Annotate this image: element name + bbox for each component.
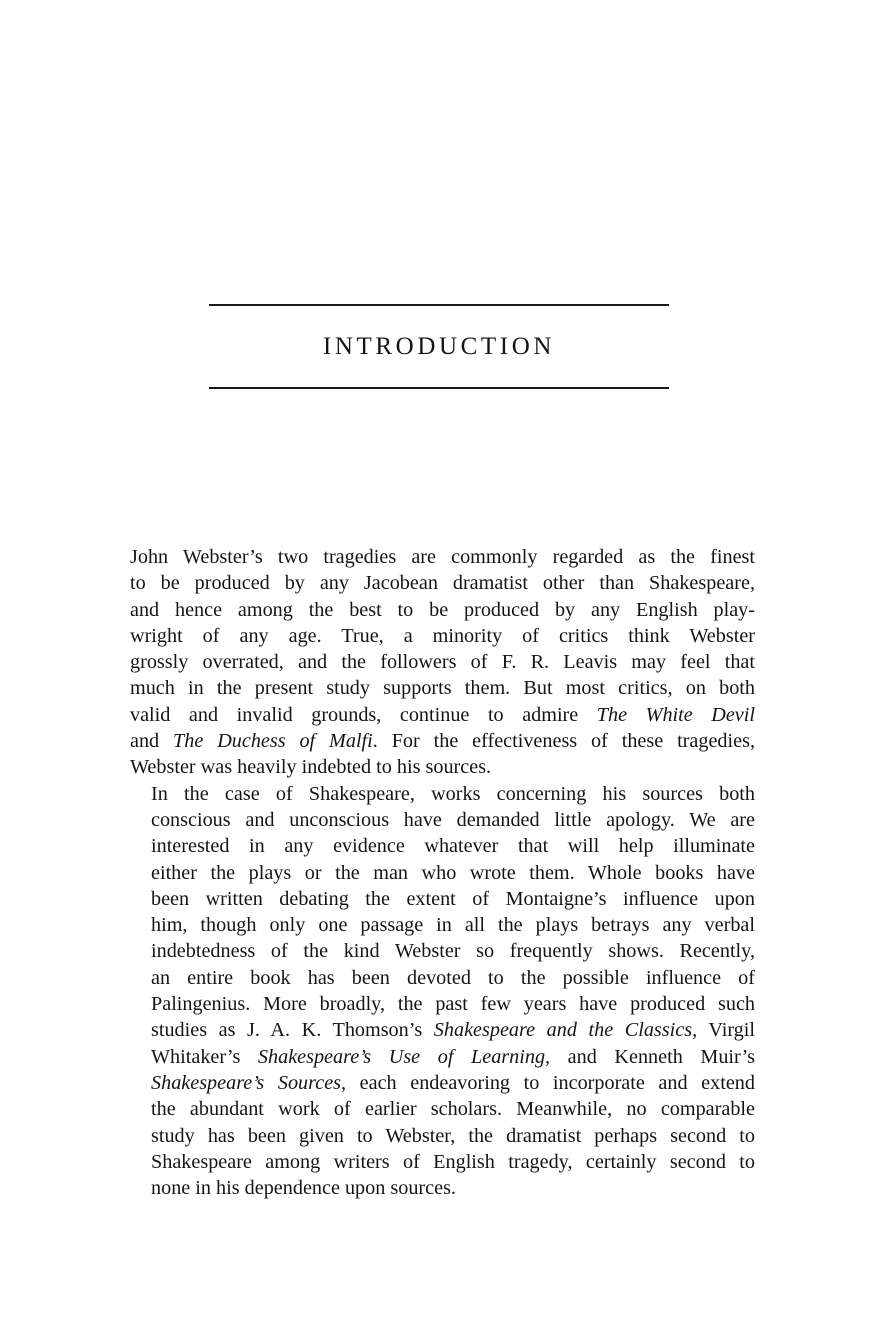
- paragraph-1: [130, 544, 755, 781]
- text-line: interested in any evidence whatever that will help illuminate: [151, 835, 755, 858]
- text-line: Whitaker’s Shakespeare’s Use of Learning, and Kenneth Muir’s: [151, 1045, 755, 1068]
- text-line: Shakespeare’s Sources, each endeavoring to incorporate and extend: [151, 1071, 755, 1094]
- text-line: the abundant work of earlier scholars. Meanwhile, no comparable: [151, 1098, 755, 1121]
- text-line: either the plays or the man who wrote them. Whole books have: [151, 861, 755, 884]
- text-line: him, though only one passage in all the plays betrays any verbal: [151, 914, 755, 937]
- text-line: been written debating the extent of Montaigne’s influence upon: [151, 887, 755, 910]
- text-line: grossly overrated, and the followers of F. R. Leavis may feel that: [130, 651, 755, 674]
- italic-title: Shakespeare and the Classics,: [433, 1019, 698, 1042]
- text-line: study has been given to Webster, the dramatist perhaps second to: [151, 1124, 755, 1147]
- italic-title: The Duchess of Malfi: [173, 730, 373, 753]
- text-line: an entire book has been devoted to the possible influence of: [151, 966, 755, 989]
- text-line: none in his dependence upon sources.: [151, 1177, 456, 1200]
- italic-title: The White Devil: [596, 703, 755, 726]
- text-line: Palingenius. More broadly, the past few years have produced such: [151, 993, 755, 1016]
- text-line: John Webster’s two tragedies are commonly regarded as the finest: [130, 546, 755, 568]
- chapter-heading: INTRODUCTION: [322, 333, 556, 360]
- italic-title: Shakespeare’s Use of Learning,: [257, 1045, 551, 1068]
- text-line: to be produced by any Jacobean dramatist other than Shakespeare,: [130, 572, 755, 595]
- text-line: In the case of Shakespeare, works concerning his sources both: [151, 782, 755, 805]
- text-line: indebtedness of the kind Webster so frequently shows. Recently,: [151, 940, 755, 963]
- text-line: Webster was heavily indebted to his sources.: [130, 756, 492, 779]
- text-line: much in the present study supports them. But most critics, on both: [130, 677, 755, 700]
- text-line: valid and invalid grounds, continue to admire The White Devil: [130, 703, 755, 726]
- text-line: wright of any age. True, a minority of critics think Webster: [130, 624, 755, 647]
- text-line: studies as J. A. K. Thomson’s Shakespeare and the Classics, Virgil: [151, 1019, 755, 1042]
- text-line: and The Duchess of Malfi. For the effectiveness of these tragedies,: [130, 730, 755, 753]
- text-line: and hence among the best to be produced by any English play-: [130, 598, 755, 621]
- body-text: [130, 544, 755, 1201]
- heading-rule-top: [209, 304, 669, 306]
- heading-rule-bottom: [209, 387, 669, 389]
- text-line: conscious and unconscious have demanded little apology. We are: [151, 808, 755, 831]
- paragraph-2: [130, 781, 755, 1202]
- italic-title: Shakespeare’s Sources,: [151, 1071, 347, 1094]
- text-line: Shakespeare among writers of English tragedy, certainly second to: [151, 1150, 755, 1173]
